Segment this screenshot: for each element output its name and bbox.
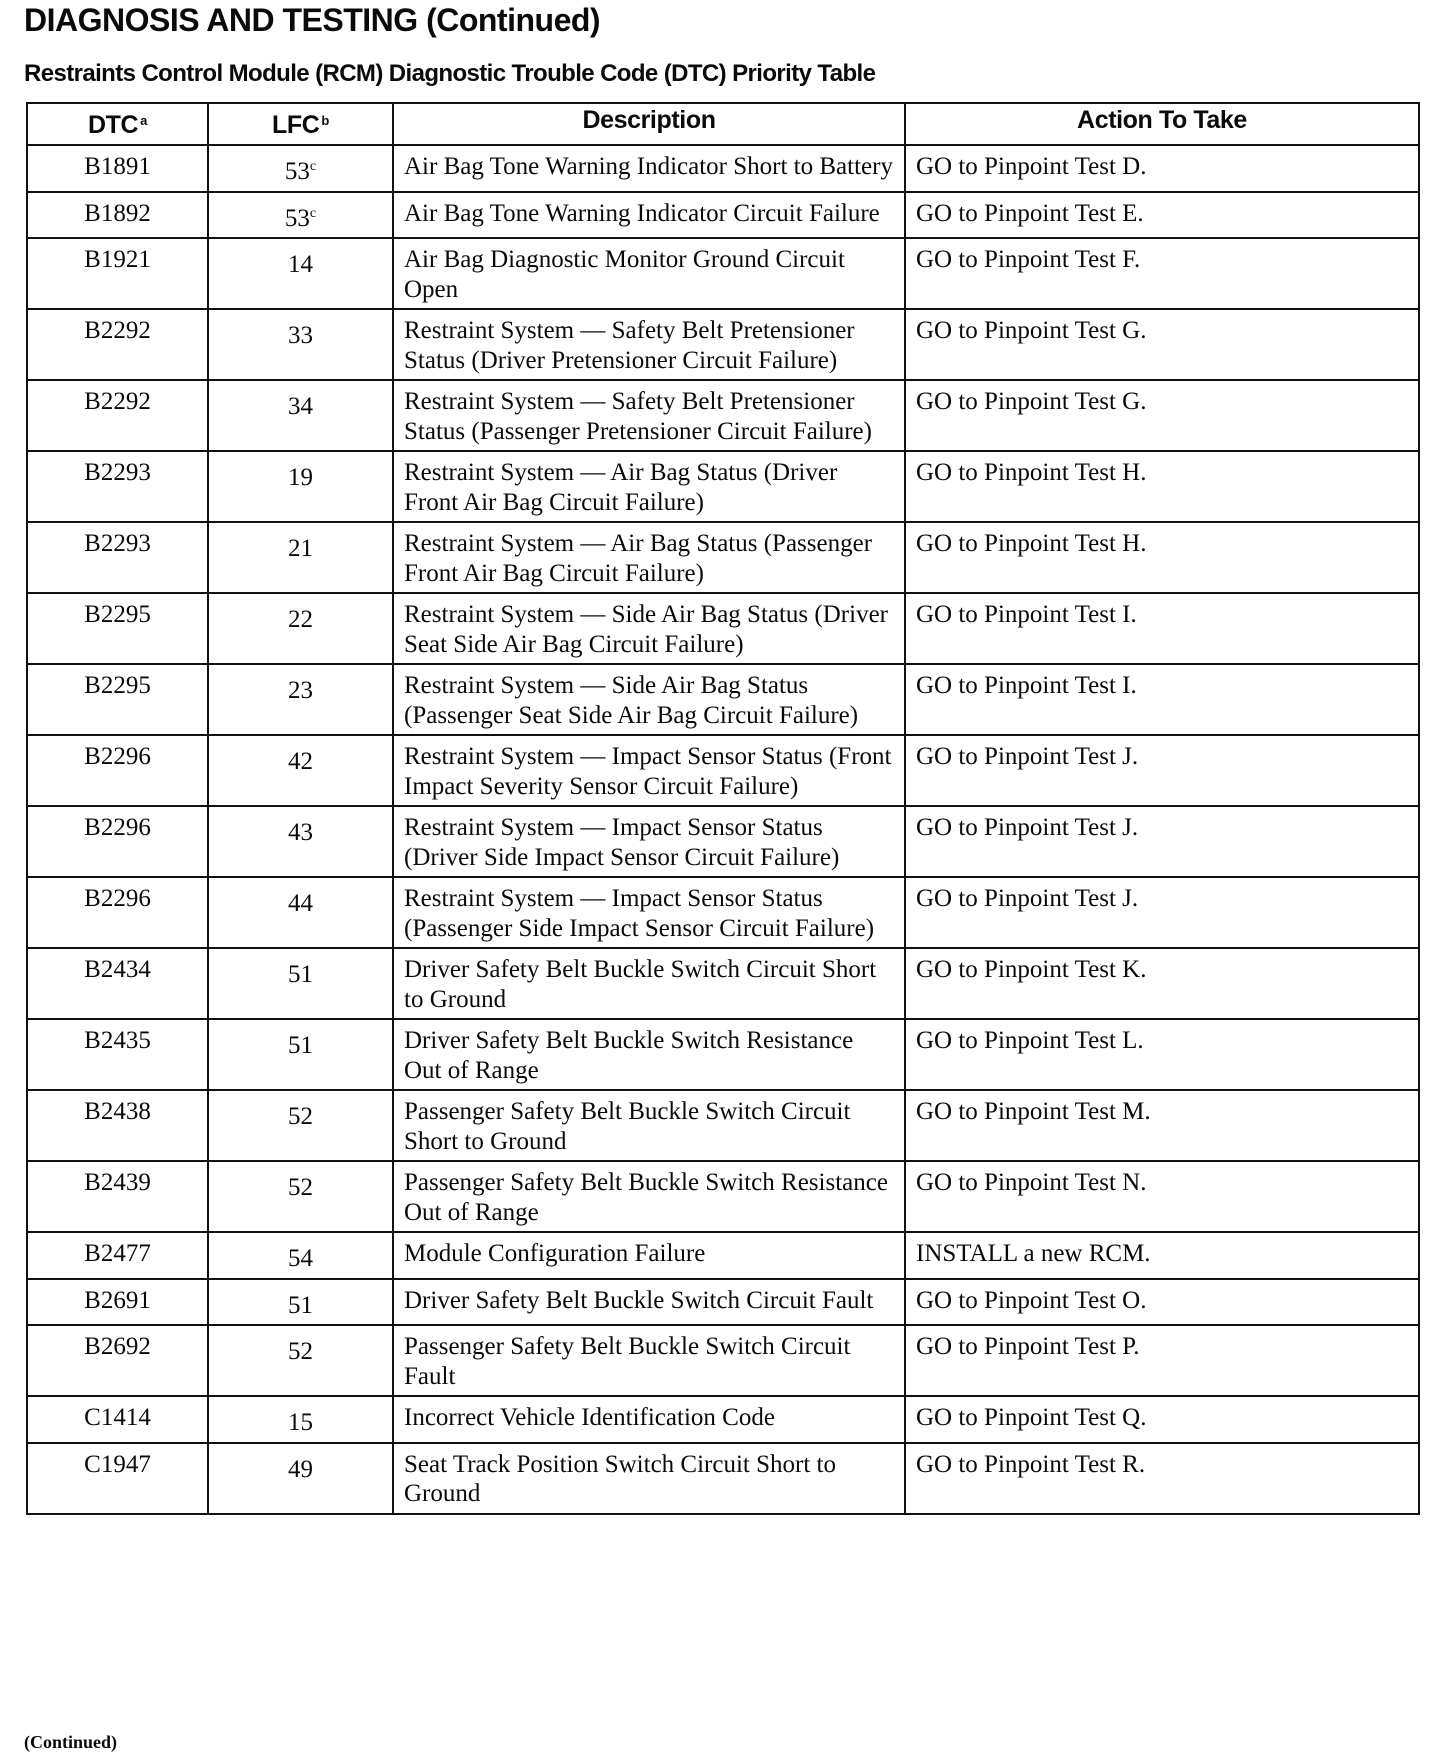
lfc-cell	[208, 593, 393, 664]
lfc-cell	[208, 522, 393, 593]
lfc-cell	[208, 1232, 393, 1279]
lfc-value: 43	[288, 819, 313, 846]
table-row	[27, 1279, 1419, 1326]
description-cell: Air Bag Tone Warning Indicator Circuit Failure	[393, 192, 905, 239]
lfc-value: 14	[288, 251, 313, 278]
action-cell: GO to Pinpoint Test N.	[905, 1161, 1419, 1232]
table-row	[27, 1232, 1419, 1279]
table-row	[27, 451, 1419, 522]
footnote-marker: c	[309, 159, 317, 174]
dtc-code-cell: B2292	[27, 309, 208, 380]
description-cell: Driver Safety Belt Buckle Switch Circuit Fault	[393, 1279, 905, 1326]
dtc-code-cell: B2292	[27, 380, 208, 451]
lfc-value: 15	[288, 1409, 313, 1436]
action-cell: GO to Pinpoint Test H.	[905, 451, 1419, 522]
action-cell: GO to Pinpoint Test I.	[905, 593, 1419, 664]
dtc-priority-table	[26, 102, 1420, 1515]
dtc-code-cell: B2692	[27, 1325, 208, 1396]
description-cell: Restraint System — Side Air Bag Status (Driver Seat Side Air Bag Circuit Failure)	[393, 593, 905, 664]
action-cell: GO to Pinpoint Test J.	[905, 877, 1419, 948]
action-cell: GO to Pinpoint Test O.	[905, 1279, 1419, 1326]
dtc-code-cell: B1892	[27, 192, 208, 239]
lfc-cell	[208, 1019, 393, 1090]
lfc-value: 19	[288, 464, 313, 491]
action-cell: GO to Pinpoint Test R.	[905, 1443, 1419, 1514]
table-header-row	[27, 103, 1419, 145]
action-cell: GO to Pinpoint Test L.	[905, 1019, 1419, 1090]
dtc-code-cell: B2477	[27, 1232, 208, 1279]
lfc-value: 34	[288, 393, 313, 420]
dtc-code-cell: B2296	[27, 806, 208, 877]
action-cell: GO to Pinpoint Test J.	[905, 735, 1419, 806]
lfc-cell	[208, 309, 393, 380]
dtc-code-cell: B2296	[27, 877, 208, 948]
dtc-code-cell: B2435	[27, 1019, 208, 1090]
lfc-cell	[208, 735, 393, 806]
table-row	[27, 238, 1419, 309]
description-cell: Passenger Safety Belt Buckle Switch Circuit Fault	[393, 1325, 905, 1396]
lfc-cell	[208, 380, 393, 451]
lfc-value: 21	[288, 535, 313, 562]
description-cell: Driver Safety Belt Buckle Switch Resistance Out of Range	[393, 1019, 905, 1090]
dtc-code-cell: B2293	[27, 522, 208, 593]
dtc-code-cell: B1891	[27, 145, 208, 192]
description-cell: Restraint System — Impact Sensor Status (Passenger Side Impact Sensor Circuit Failure)	[393, 877, 905, 948]
lfc-value: 52	[288, 1103, 313, 1130]
action-cell: GO to Pinpoint Test Q.	[905, 1396, 1419, 1443]
lfc-value: 23	[288, 677, 313, 704]
description-cell: Passenger Safety Belt Buckle Switch Circuit Short to Ground	[393, 1090, 905, 1161]
description-cell: Restraint System — Air Bag Status (Driver Front Air Bag Circuit Failure)	[393, 451, 905, 522]
action-cell: GO to Pinpoint Test G.	[905, 309, 1419, 380]
table-row	[27, 948, 1419, 1019]
lfc-value: 42	[288, 748, 313, 775]
dtc-code-cell: B2293	[27, 451, 208, 522]
description-cell: Restraint System — Safety Belt Pretensioner Status (Passenger Pretensioner Circuit Failure)	[393, 380, 905, 451]
lfc-value: 51	[288, 961, 313, 988]
dtc-code-cell: B2439	[27, 1161, 208, 1232]
lfc-cell	[208, 1161, 393, 1232]
page-title: DIAGNOSIS AND TESTING (Continued)	[24, 2, 601, 38]
lfc-cell	[208, 1279, 393, 1326]
description-cell: Driver Safety Belt Buckle Switch Circuit Short to Ground	[393, 948, 905, 1019]
lfc-cell	[208, 145, 393, 192]
column-header-description: Description	[393, 103, 905, 145]
lfc-value: 51	[288, 1032, 313, 1059]
action-cell: GO to Pinpoint Test J.	[905, 806, 1419, 877]
action-cell: GO to Pinpoint Test G.	[905, 380, 1419, 451]
table-row	[27, 309, 1419, 380]
action-cell: GO to Pinpoint Test E.	[905, 192, 1419, 239]
table-row	[27, 1090, 1419, 1161]
dtc-code-cell: B2691	[27, 1279, 208, 1326]
table-row	[27, 380, 1419, 451]
table-row	[27, 806, 1419, 877]
action-cell: GO to Pinpoint Test K.	[905, 948, 1419, 1019]
table-row	[27, 1019, 1419, 1090]
lfc-cell	[208, 192, 393, 239]
description-cell: Restraint System — Safety Belt Pretensioner Status (Driver Pretensioner Circuit Failure)	[393, 309, 905, 380]
lfc-cell	[208, 877, 393, 948]
action-cell: GO to Pinpoint Test I.	[905, 664, 1419, 735]
action-cell: INSTALL a new RCM.	[905, 1232, 1419, 1279]
table-row	[27, 192, 1419, 239]
dtc-code-cell: B2434	[27, 948, 208, 1019]
dtc-code-cell: B2296	[27, 735, 208, 806]
lfc-value: 52	[288, 1338, 313, 1365]
column-header-dtc: DTC $^a$	[27, 103, 208, 145]
continued-note: (Continued)	[24, 1732, 118, 1752]
footnote-marker: a	[140, 113, 148, 128]
description-cell: Restraint System — Air Bag Status (Passenger Front Air Bag Circuit Failure)	[393, 522, 905, 593]
action-cell: GO to Pinpoint Test D.	[905, 145, 1419, 192]
lfc-cell	[208, 238, 393, 309]
table-row	[27, 522, 1419, 593]
dtc-code-cell: B2438	[27, 1090, 208, 1161]
column-header-lfc: LFC $^b$	[208, 103, 393, 145]
description-cell: Restraint System — Impact Sensor Status (Driver Side Impact Sensor Circuit Failure)	[393, 806, 905, 877]
table-row	[27, 145, 1419, 192]
description-cell: Module Configuration Failure	[393, 1232, 905, 1279]
lfc-cell	[208, 664, 393, 735]
action-cell: GO to Pinpoint Test P.	[905, 1325, 1419, 1396]
table-row	[27, 1325, 1419, 1396]
table-row	[27, 1396, 1419, 1443]
action-cell: GO to Pinpoint Test H.	[905, 522, 1419, 593]
description-cell: Air Bag Tone Warning Indicator Short to Battery	[393, 145, 905, 192]
action-cell: GO to Pinpoint Test M.	[905, 1090, 1419, 1161]
table-row	[27, 1161, 1419, 1232]
lfc-cell	[208, 1325, 393, 1396]
lfc-value: 52	[288, 1174, 313, 1201]
footnote-marker: c	[309, 205, 317, 221]
table-row	[27, 664, 1419, 735]
lfc-cell	[208, 451, 393, 522]
dtc-code-cell: C1414	[27, 1396, 208, 1443]
table-body	[27, 145, 1419, 1514]
column-header-action: Action To Take	[905, 103, 1419, 145]
description-cell: Restraint System — Impact Sensor Status (Front Impact Severity Sensor Circuit Failure)	[393, 735, 905, 806]
table-row	[27, 735, 1419, 806]
dtc-code-cell: B2295	[27, 664, 208, 735]
lfc-value: 51	[288, 1291, 313, 1319]
action-cell: GO to Pinpoint Test F.	[905, 238, 1419, 309]
description-cell: Air Bag Diagnostic Monitor Ground Circuit Open	[393, 238, 905, 309]
dtc-code-cell: B2295	[27, 593, 208, 664]
dtc-code-cell: C1947	[27, 1443, 208, 1514]
lfc-cell	[208, 806, 393, 877]
table-row	[27, 1443, 1419, 1514]
description-cell: Restraint System — Side Air Bag Status (Passenger Seat Side Air Bag Circuit Failure)	[393, 664, 905, 735]
lfc-value: 49	[288, 1455, 313, 1483]
description-cell: Incorrect Vehicle Identification Code	[393, 1396, 905, 1443]
description-cell: Passenger Safety Belt Buckle Switch Resistance Out of Range	[393, 1161, 905, 1232]
lfc-value: 53	[284, 158, 310, 185]
table-title: Restraints Control Module (RCM) Diagnostic Trouble Code (DTC) Priority Table	[24, 60, 876, 87]
lfc-value: 44	[288, 890, 313, 917]
dtc-code-cell: B1921	[27, 238, 208, 309]
lfc-value: 33	[288, 322, 313, 349]
description-cell: Seat Track Position Switch Circuit Short to Ground	[393, 1443, 905, 1514]
table-row	[27, 877, 1419, 948]
table-row	[27, 593, 1419, 664]
lfc-cell	[208, 1396, 393, 1443]
lfc-cell	[208, 948, 393, 1019]
footnote-marker: b	[321, 113, 329, 128]
lfc-value: 22	[288, 606, 313, 633]
lfc-cell	[208, 1090, 393, 1161]
lfc-cell	[208, 1443, 393, 1514]
lfc-value: 53	[284, 204, 310, 232]
lfc-value: 54	[288, 1245, 313, 1272]
